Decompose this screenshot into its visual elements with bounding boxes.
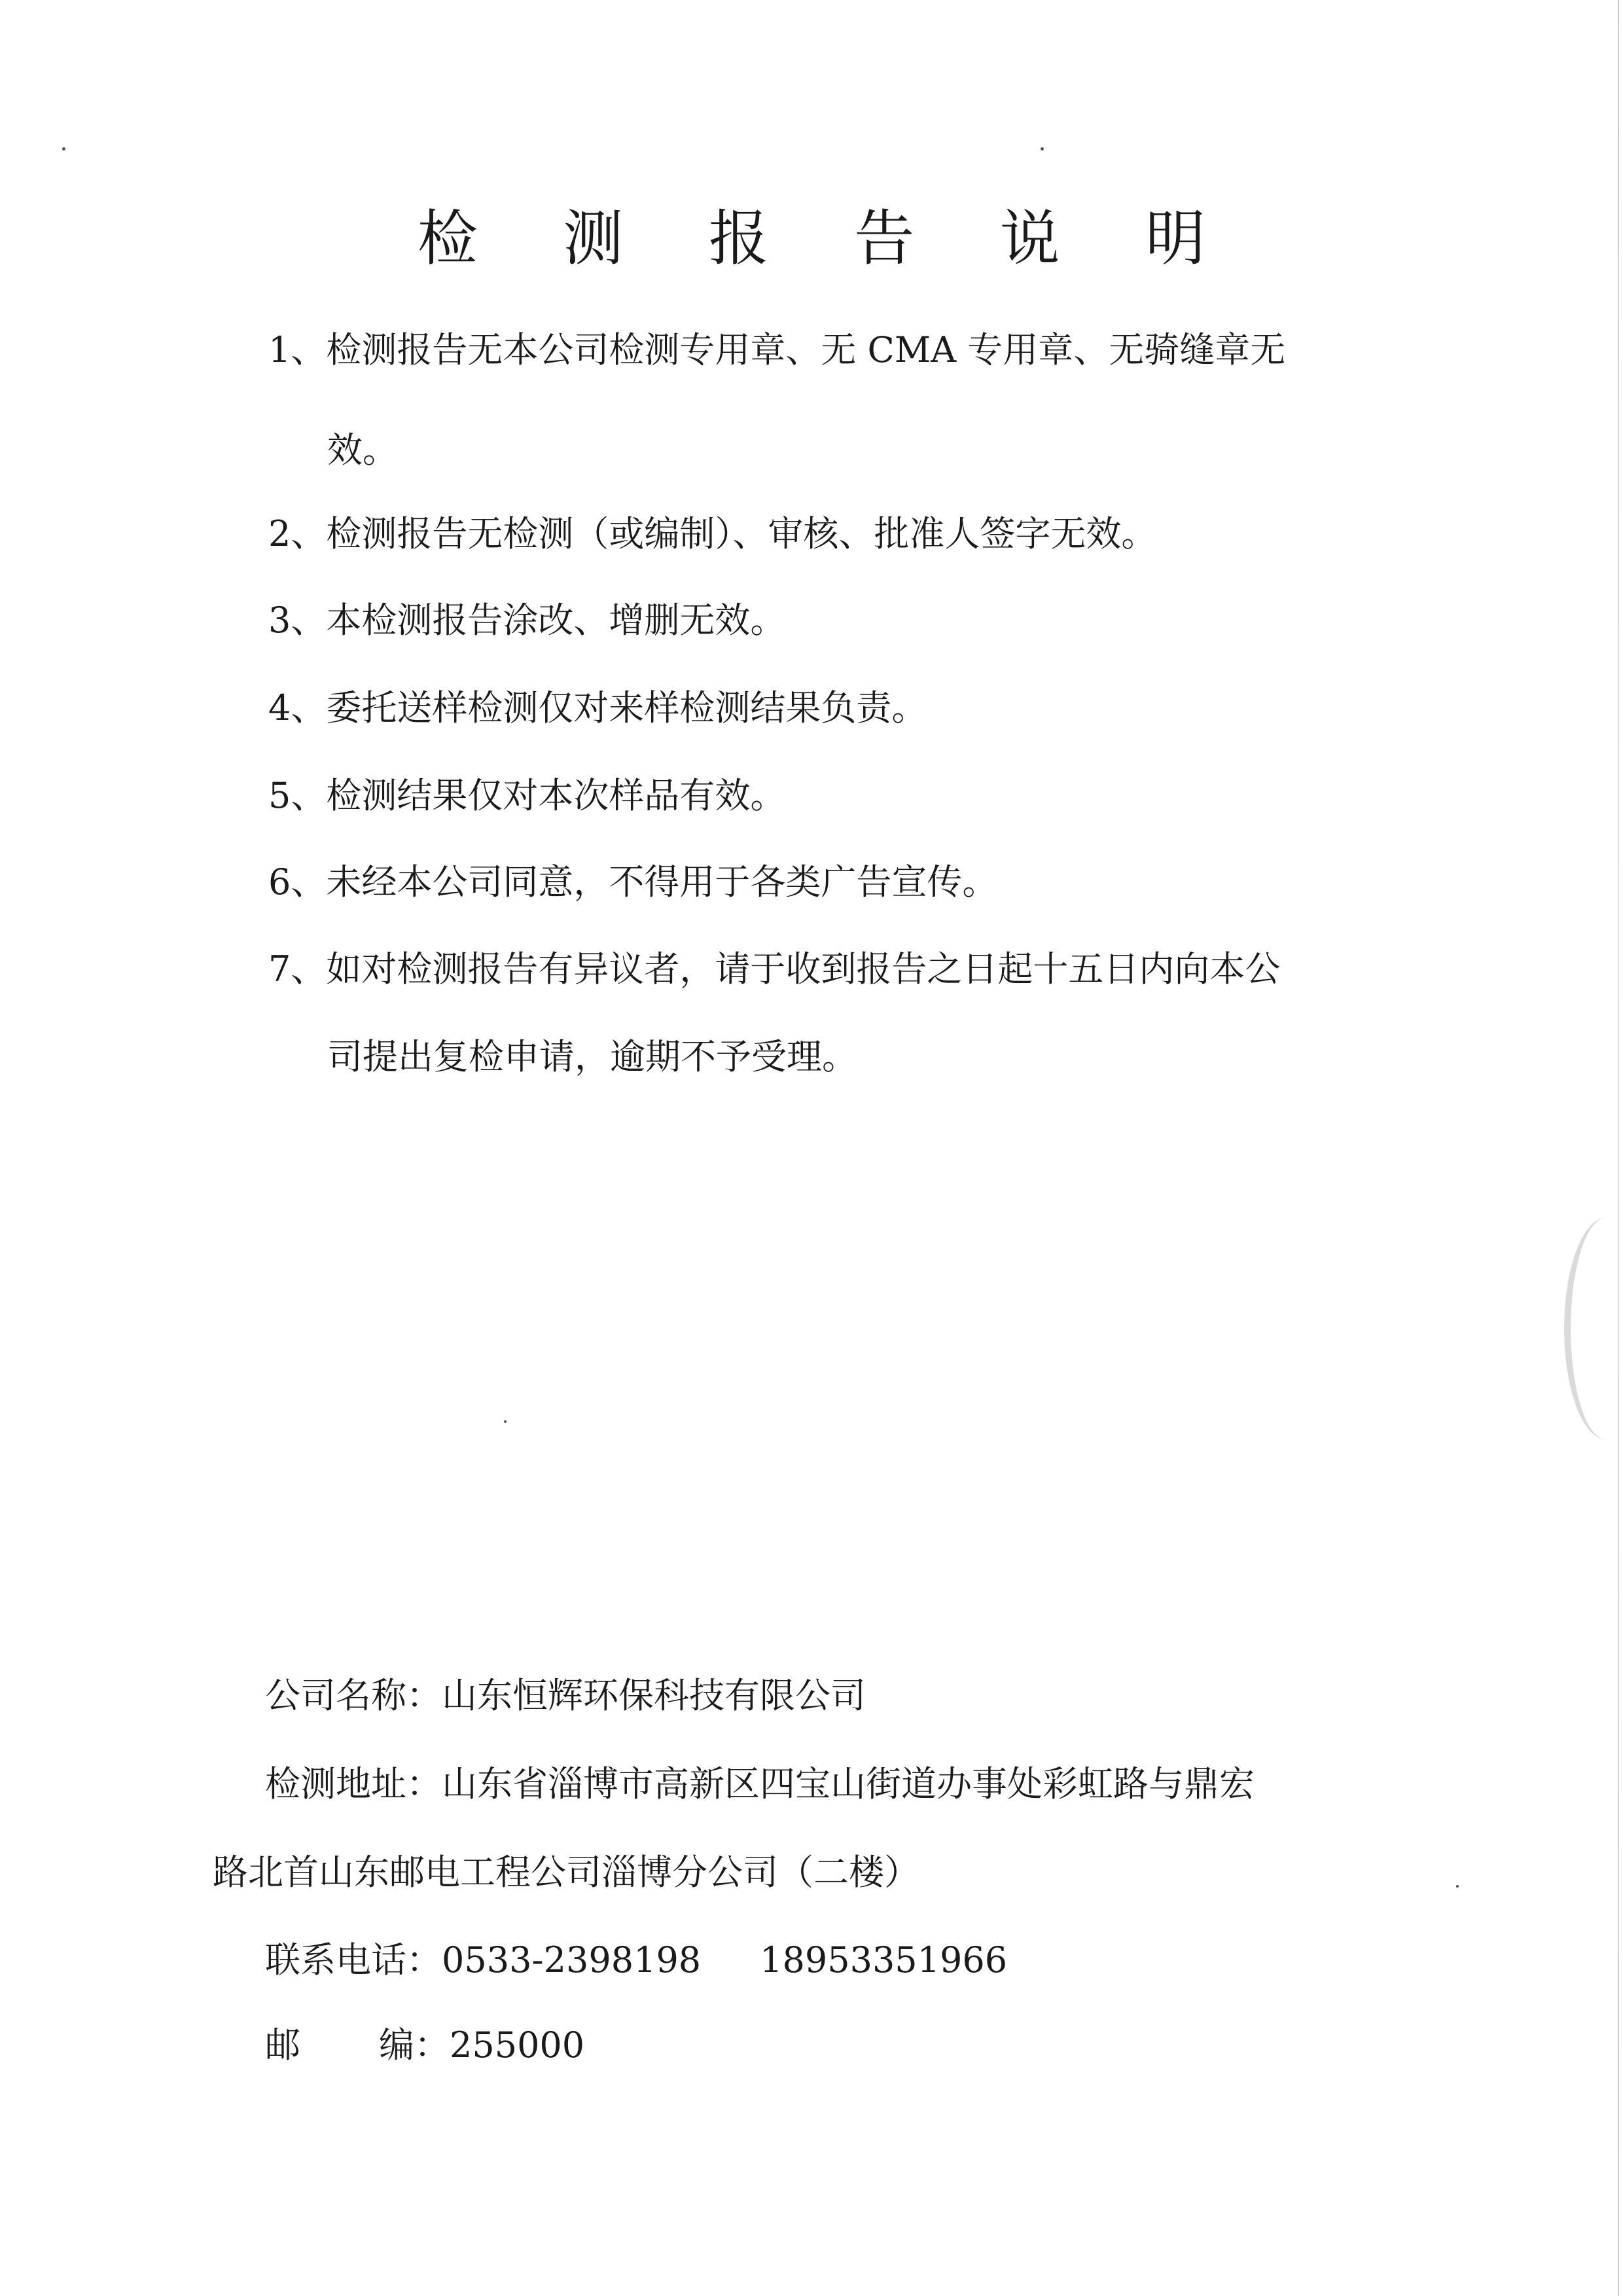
rule-text: 委托送样检测仅对来样检测结果负责。 (326, 687, 927, 728)
postcode-label: 编： (379, 2024, 450, 2066)
rule-item-2 (268, 509, 1394, 559)
postcode: 255000 (450, 2024, 585, 2066)
phone-number-2: 18953351966 (760, 1939, 1008, 1981)
scan-speck (504, 1420, 507, 1423)
rule-text: 本检测报告涂改、增删无效。 (326, 600, 786, 641)
rule-item-3 (268, 596, 1394, 645)
scan-speck (1456, 1885, 1459, 1888)
postcode-label-char: 邮 (265, 2024, 300, 2066)
seal-edge-mark (1564, 1217, 1623, 1440)
phone-number-1: 0533-2398198 (442, 1939, 702, 1981)
address-label: 检测地址： (265, 1763, 442, 1804)
rule-text: 检测报告无检测（或编制）、审核、批准人签字无效。 (326, 513, 1157, 554)
rule-number: 6、 (268, 861, 327, 903)
postcode-line (265, 2020, 584, 2070)
rule-item-1 (268, 325, 1394, 375)
rule-number: 1、 (268, 329, 327, 370)
scan-edge-line (1618, 0, 1619, 2296)
rule-number: 4、 (268, 687, 327, 728)
phone-line (265, 1935, 1007, 1985)
rule-item-4 (268, 683, 1394, 733)
company-name-label: 公司名称： (265, 1675, 442, 1716)
address-line (265, 1759, 1255, 1809)
rule-number: 5、 (268, 775, 327, 816)
rule-item-7-continuation: 司提出复检申请，逾期不予受理。 (327, 1036, 857, 1077)
company-name: 山东恒辉环保科技有限公司 (442, 1675, 866, 1716)
rule-text: 检测结果仅对本次样品有效。 (326, 775, 786, 816)
rule-item-5 (268, 771, 1394, 821)
address-text: 山东省淄博市高新区四宝山街道办事处彩虹路与鼎宏 (442, 1763, 1255, 1804)
rule-item-6 (268, 857, 1394, 907)
phone-label: 联系电话： (265, 1939, 442, 1981)
rule-number: 7、 (268, 948, 327, 990)
rule-item-7 (268, 944, 1394, 994)
rule-item-1-continuation: 效。 (327, 429, 398, 471)
address-line-continuation: 路北首山东邮电工程公司淄博分公司（二楼） (213, 1852, 919, 1893)
rule-text: 检测报告无本公司检测专用章、无 CMA 专用章、无骑缝章无 (326, 329, 1286, 370)
page-title: 检 测 报 告 说 明 (417, 204, 1239, 274)
scan-speck (62, 147, 65, 151)
scan-speck (1041, 147, 1044, 151)
rule-text: 如对检测报告有异议者，请于收到报告之日起十五日内向本公 (326, 948, 1281, 990)
company-name-line (265, 1671, 866, 1721)
rule-number: 2、 (268, 513, 327, 554)
rule-text: 未经本公司同意，不得用于各类广告宣传。 (326, 861, 998, 903)
rule-number: 3、 (268, 600, 327, 641)
